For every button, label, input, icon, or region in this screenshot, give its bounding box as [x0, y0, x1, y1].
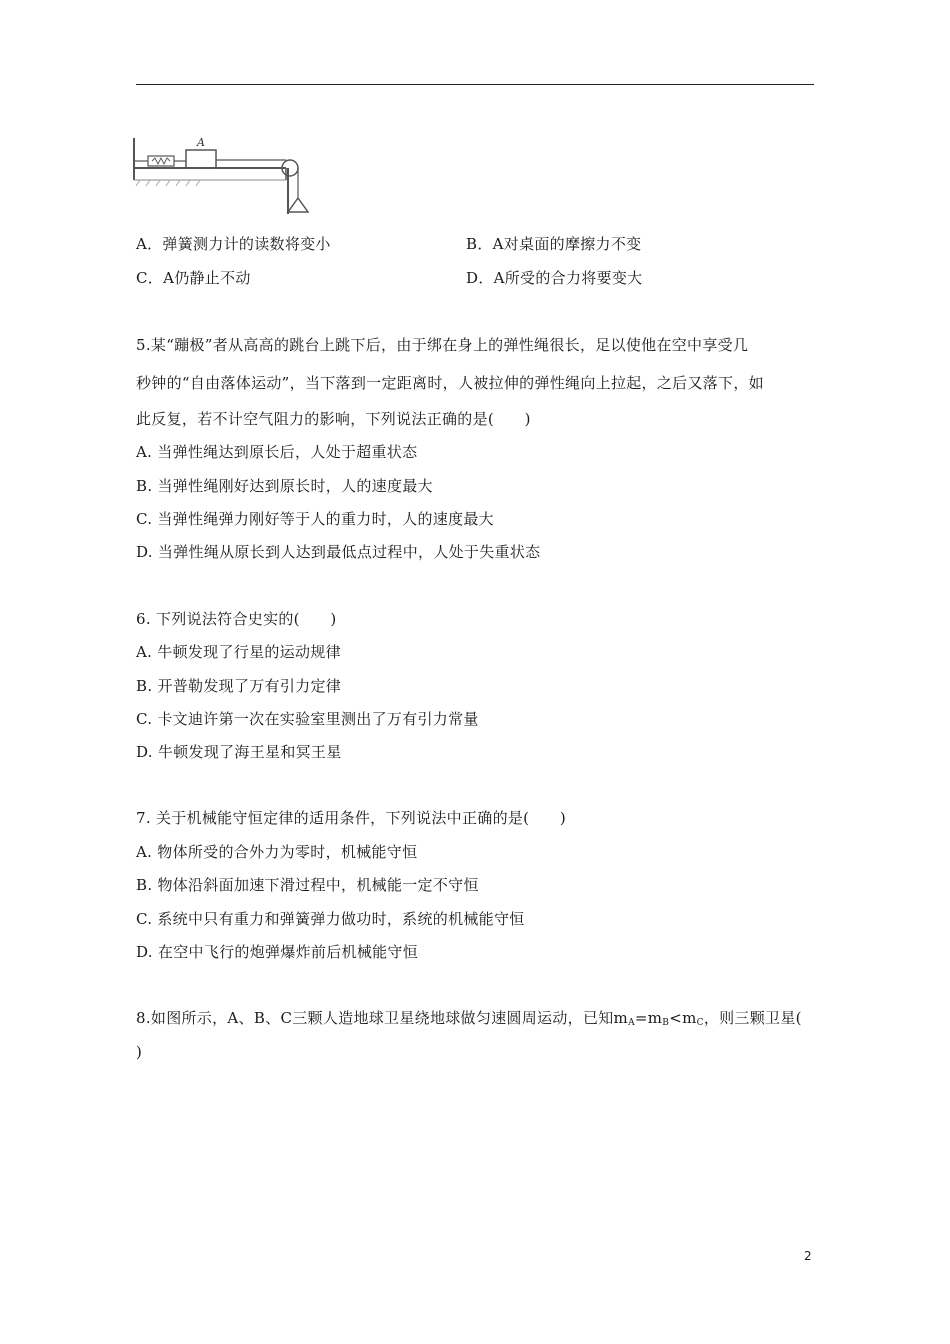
q5-stem-line-1: 5.某“蹦极”者从高高的跳台上跳下后，由于绑在身上的弹性绳很长，足以使他在空中享受几 [136, 336, 749, 354]
q8-sub-a: A [628, 1018, 635, 1028]
q7-option-d: D. 在空中飞行的炮弹爆炸前后机械能守恒 [136, 943, 419, 961]
q6-option-c: C. 卡文迪许第一次在实验室里测出了万有引力常量 [136, 710, 479, 728]
q5-option-b: B. 当弹性绳刚好达到原长时，人的速度最大 [136, 477, 433, 495]
block-label: A [197, 136, 205, 149]
page-number: 2 [804, 1249, 812, 1263]
q5-stem-line-2: 秒钟的“自由落体运动”，当下落到一定距离时，人被拉伸的弹性绳向上拉起，之后又落下，如 [136, 374, 764, 392]
q8-stem-line-2: ) [136, 1043, 143, 1061]
q8-stem-text: 8.如图所示，A、B、C三颗人造地球卫星绕地球做匀速圆周运动，已知m [136, 1009, 629, 1027]
q7-option-a: A. 物体所受的合外力为零时，机械能守恒 [136, 843, 418, 861]
q8-eq: =m [634, 1009, 663, 1027]
q5-option-d: D. 当弹性绳从原长到人达到最低点过程中，人处于失重状态 [136, 543, 541, 561]
q6-option-b: B. 开普勒发现了万有引力定律 [136, 677, 342, 695]
q5-option-a: A. 当弹性绳达到原长后，人处于超重状态 [136, 443, 418, 461]
q8-stem-line-1 [136, 1008, 802, 1033]
q8-stem-end: ，则三颗卫星( [703, 1009, 802, 1027]
q8-sub-c: C [696, 1018, 704, 1028]
q7-option-c: C. 系统中只有重力和弹簧弹力做功时，系统的机械能守恒 [136, 910, 525, 928]
q5-option-c: C. 当弹性绳弹力刚好等于人的重力时，人的速度最大 [136, 510, 494, 528]
q7-stem: 7. 关于机械能守恒定律的适用条件，下列说法中正确的是( ) [136, 809, 567, 827]
q6-option-d: D. 牛顿发现了海王星和冥王星 [136, 743, 342, 761]
q4-option-d: D．A所受的合力将要变大 [466, 269, 643, 287]
q4-option-a: A．弹簧测力计的读数将变小 [136, 235, 331, 253]
q7-option-b: B. 物体沿斜面加速下滑过程中，机械能一定不守恒 [136, 876, 479, 894]
q6-stem: 6. 下列说法符合史实的( ) [136, 610, 337, 628]
q8-lt: <m [669, 1009, 697, 1027]
header-rule [136, 84, 814, 85]
q4-option-c: C．A仍静止不动 [136, 269, 251, 287]
q8-sub-b: B [662, 1018, 670, 1028]
q6-option-a: A. 牛顿发现了行星的运动规律 [136, 643, 341, 661]
spring-scale-figure [128, 128, 318, 218]
q4-option-b: B．A对桌面的摩擦力不变 [466, 235, 642, 253]
q5-stem-line-3: 此反复，若不计空气阻力的影响，下列说法正确的是( ) [136, 410, 531, 428]
